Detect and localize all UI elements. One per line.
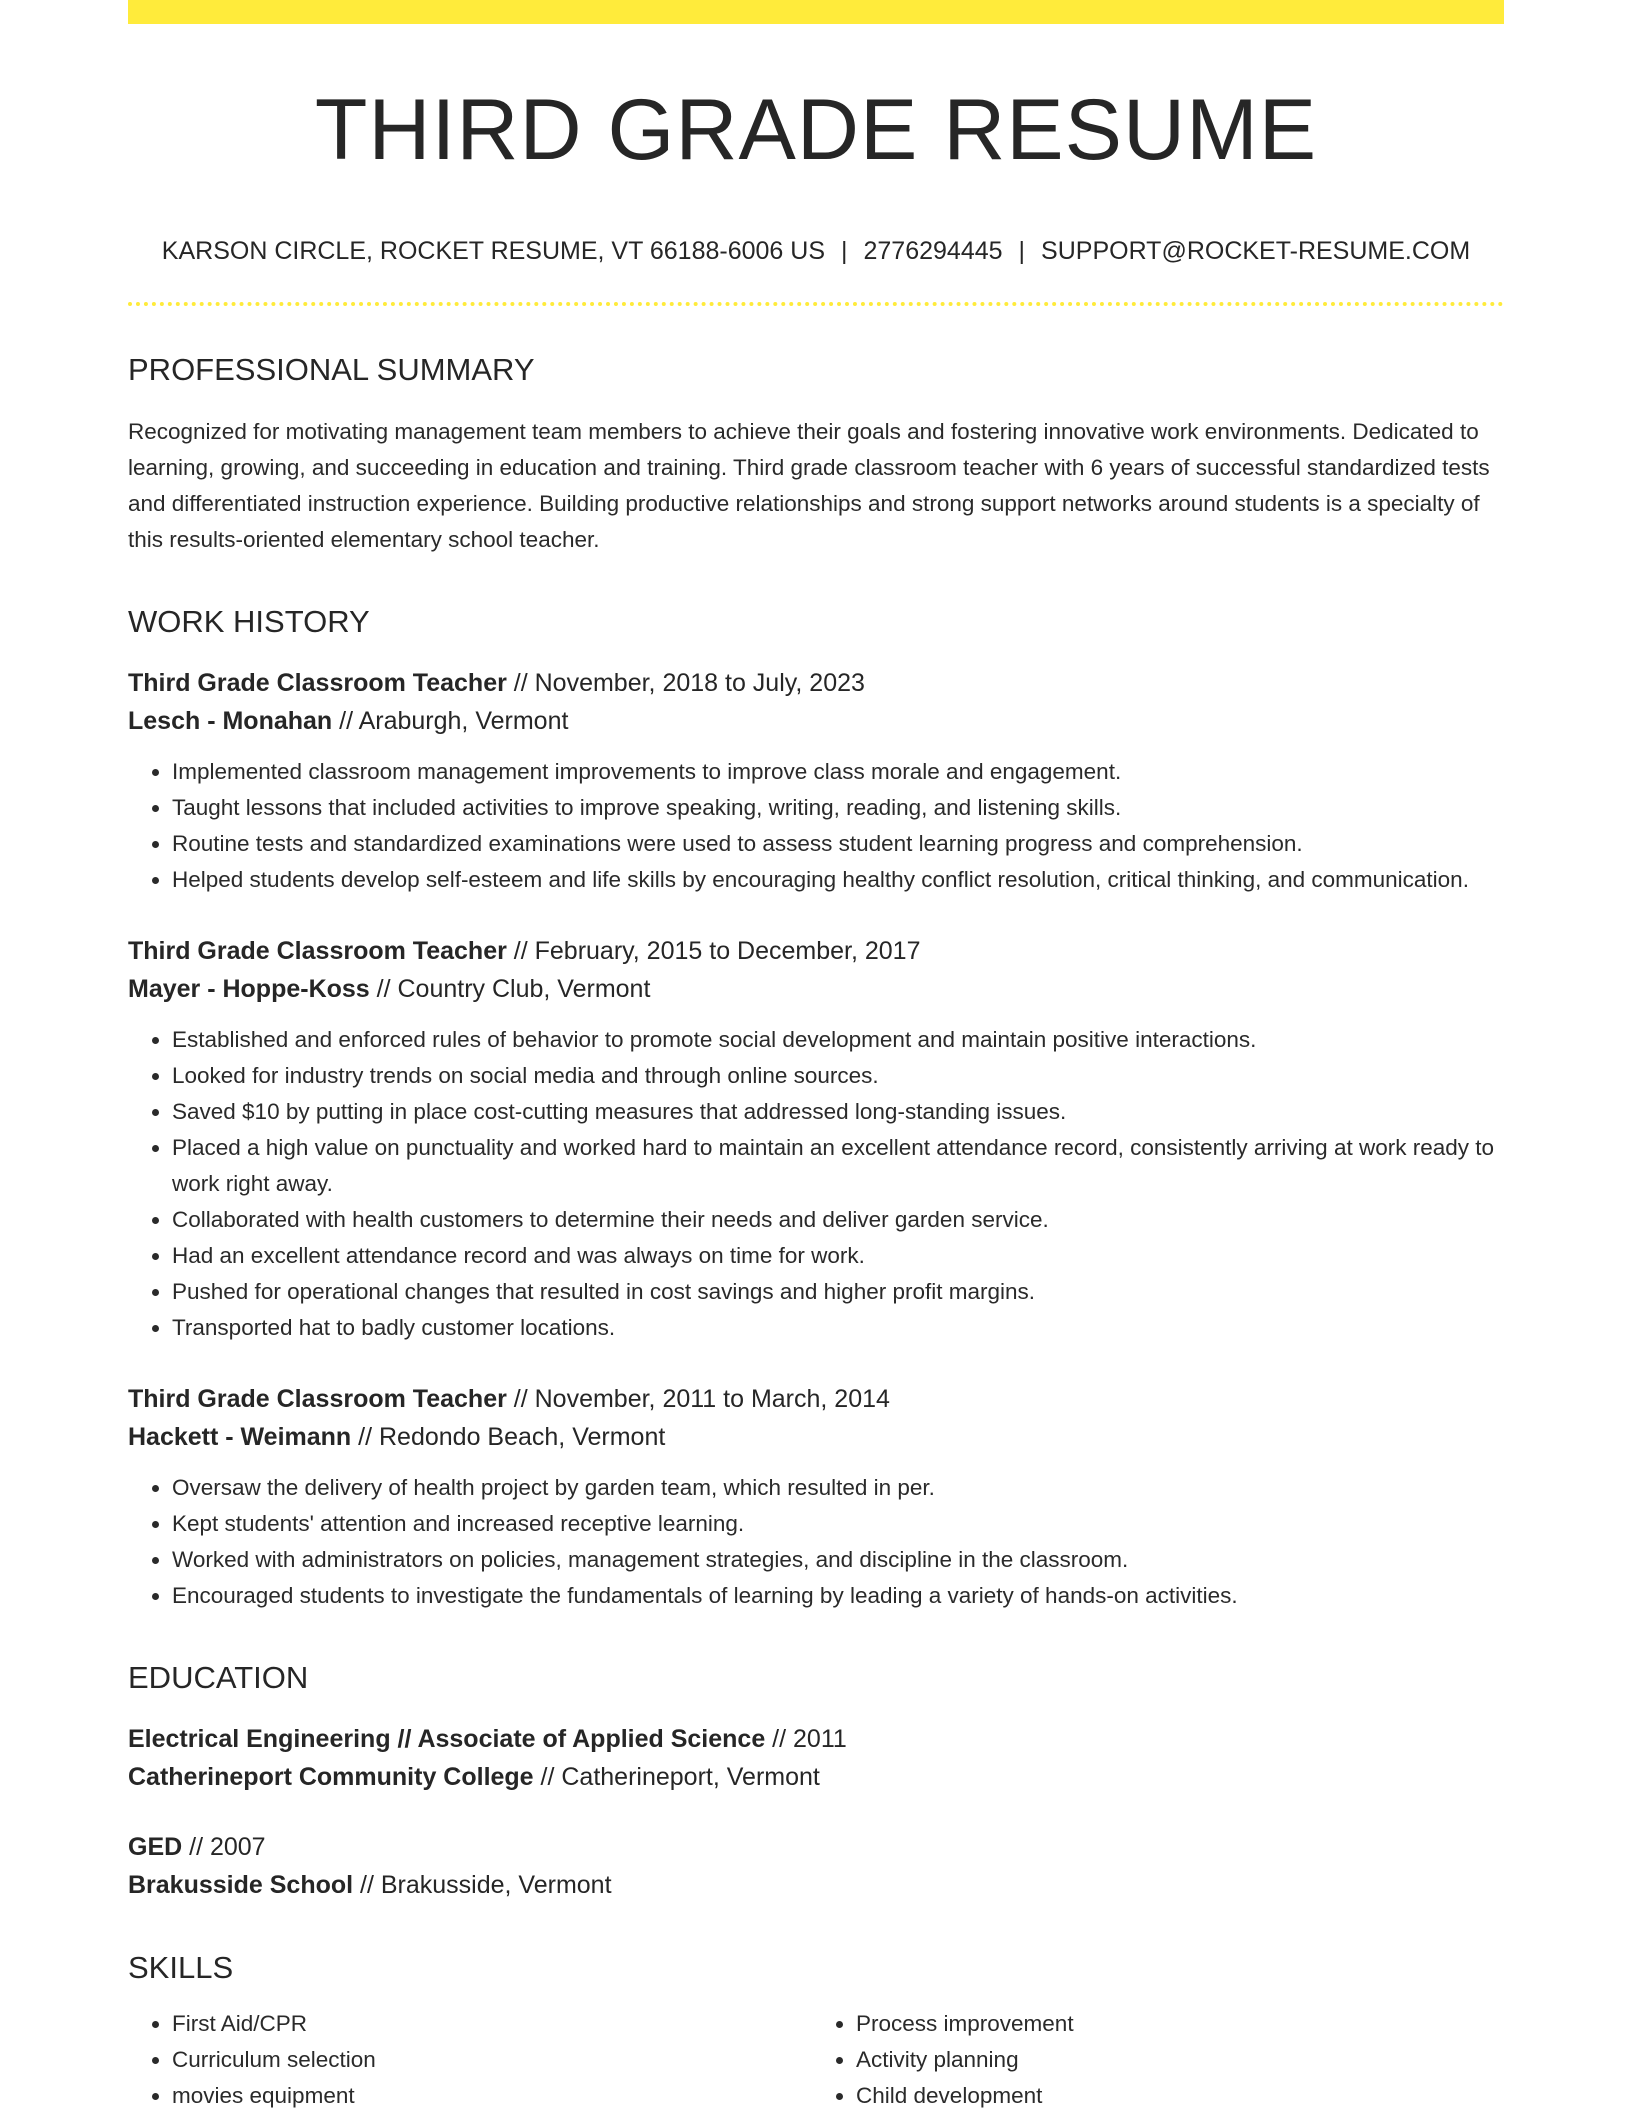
accent-top-bar <box>128 0 1504 24</box>
education-entry <box>128 1828 1504 1904</box>
education-entry <box>128 1720 1504 1796</box>
section-title-education: EDUCATION <box>128 1660 309 1695</box>
job-dates: // November, 2011 to March, 2014 <box>506 1385 890 1413</box>
job-company-line <box>128 970 1504 1008</box>
skill-item: • Activity planning <box>856 2042 1496 2078</box>
education-year: // 2011 <box>765 1725 847 1753</box>
job-company: Lesch - Monahan <box>128 707 333 735</box>
education-location: // Brakusside, Vermont <box>353 1871 612 1899</box>
education-year: // 2007 <box>182 1833 266 1861</box>
dotted-divider <box>128 302 1504 306</box>
job-role: Third Grade Classroom Teacher <box>128 669 507 697</box>
section-title-work-history: WORK HISTORY <box>128 604 370 639</box>
job-company: Hackett - Weimann <box>128 1423 352 1451</box>
job-company-line <box>128 702 1504 740</box>
job-bullet: • Transported hat to badly customer locations. <box>172 1310 1504 1346</box>
contact-separator: | <box>1018 237 1026 265</box>
skill-item: • Child development <box>856 2078 1496 2114</box>
job-location: // Araburgh, Vermont <box>332 707 569 735</box>
education-degree-line <box>128 1720 1504 1758</box>
job-bullet: • Collaborated with health customers to determine their needs and deliver garden service. <box>172 1202 1504 1238</box>
job-role-line <box>128 664 1504 702</box>
job-location: // Country Club, Vermont <box>369 975 651 1003</box>
skills-list <box>128 2006 1504 2114</box>
job-role: Third Grade Classroom Teacher <box>128 1385 507 1413</box>
job-entry <box>128 932 1504 1346</box>
job-entry <box>128 664 1504 898</box>
job-bullet: • Routine tests and standardized examinations were used to assess student learning progress and comprehension. <box>172 826 1504 862</box>
job-bullet: • Placed a high value on punctuality and worked hard to maintain an excellent attendance record, consistently arriving at work ready to work right away. <box>172 1130 1504 1202</box>
skill-item: • Curriculum selection <box>172 2042 812 2078</box>
contact-separator: | <box>841 237 848 265</box>
education-degree: GED <box>128 1833 183 1861</box>
contact-email[interactable]: SUPPORT@ROCKET-RESUME.COM <box>1041 237 1471 265</box>
skills-column-right <box>812 2006 1496 2114</box>
contact-phone[interactable]: 2776294445 <box>863 237 1003 265</box>
education-degree-line <box>128 1828 1504 1866</box>
job-bullet: • Had an excellent attendance record and was always on time for work. <box>172 1238 1504 1274</box>
job-company: Mayer - Hoppe-Koss <box>128 975 370 1003</box>
job-bullet: • Kept students' attention and increased receptive learning. <box>172 1506 1504 1542</box>
job-bullets <box>128 1470 1504 1614</box>
job-bullet: • Looked for industry trends on social media and through online sources. <box>172 1058 1504 1094</box>
education-school-line <box>128 1758 1504 1796</box>
job-bullets <box>128 1022 1504 1346</box>
job-bullet: • Established and enforced rules of behavior to promote social development and maintain positive interactions. <box>172 1022 1504 1058</box>
job-bullet: • Saved $10 by putting in place cost-cutting measures that addressed long-standing issues. <box>172 1094 1504 1130</box>
resume-page <box>128 0 1504 2114</box>
job-bullet: • Pushed for operational changes that resulted in cost savings and higher profit margins. <box>172 1274 1504 1310</box>
section-title-skills: SKILLS <box>128 1950 234 1985</box>
skill-item: • Process improvement <box>856 2006 1496 2042</box>
summary-text: Recognized for motivating management team members to achieve their goals and fostering innovative work environments. Dedicated to learning, growing, and succeeding in education and training. Third grade classroom teacher with 6 years of successful standardized tests and differentiated instruction experience. Building productive relationships and strong support networks around students is a specialty of this results-oriented elementary school teacher. <box>128 419 1490 552</box>
education-degree: Electrical Engineering // Associate of Applied Science <box>128 1725 766 1753</box>
job-dates: // February, 2015 to December, 2017 <box>506 937 921 965</box>
job-location: // Redondo Beach, Vermont <box>351 1423 666 1451</box>
job-dates: // November, 2018 to July, 2023 <box>506 669 865 697</box>
section-title-summary: PROFESSIONAL SUMMARY <box>128 352 535 387</box>
skills-column-left <box>128 2006 812 2114</box>
job-entry <box>128 1380 1504 1614</box>
job-role-line <box>128 932 1504 970</box>
job-bullet: • Encouraged students to investigate the fundamentals of learning by leading a variety of hands-on activities. <box>172 1578 1504 1614</box>
contact-address: KARSON CIRCLE, ROCKET RESUME, VT 66188-6006 US <box>161 237 825 265</box>
job-bullet: • Taught lessons that included activities to improve speaking, writing, reading, and listening skills. <box>172 790 1504 826</box>
job-bullets <box>128 754 1504 898</box>
education-school: Brakusside School <box>128 1871 354 1899</box>
skill-item: • movies equipment <box>172 2078 812 2114</box>
job-role: Third Grade Classroom Teacher <box>128 937 507 965</box>
education-school-line <box>128 1866 1504 1904</box>
job-bullet: • Oversaw the delivery of health project by garden team, which resulted in per. <box>172 1470 1504 1506</box>
contact-line <box>128 234 1504 268</box>
job-company-line <box>128 1418 1504 1456</box>
job-bullet: • Worked with administrators on policies, management strategies, and discipline in the classroom. <box>172 1542 1504 1578</box>
education-school: Catherineport Community College <box>128 1763 534 1791</box>
job-role-line <box>128 1380 1504 1418</box>
skill-item: • First Aid/CPR <box>172 2006 812 2042</box>
resume-title: THIRD GRADE RESUME <box>314 82 1318 178</box>
education-location: // Catherineport, Vermont <box>533 1763 820 1791</box>
job-bullet: • Helped students develop self-esteem and life skills by encouraging healthy conflict resolution, critical thinking, and communication. <box>172 862 1504 898</box>
job-bullet: • Implemented classroom management improvements to improve class morale and engagement. <box>172 754 1504 790</box>
